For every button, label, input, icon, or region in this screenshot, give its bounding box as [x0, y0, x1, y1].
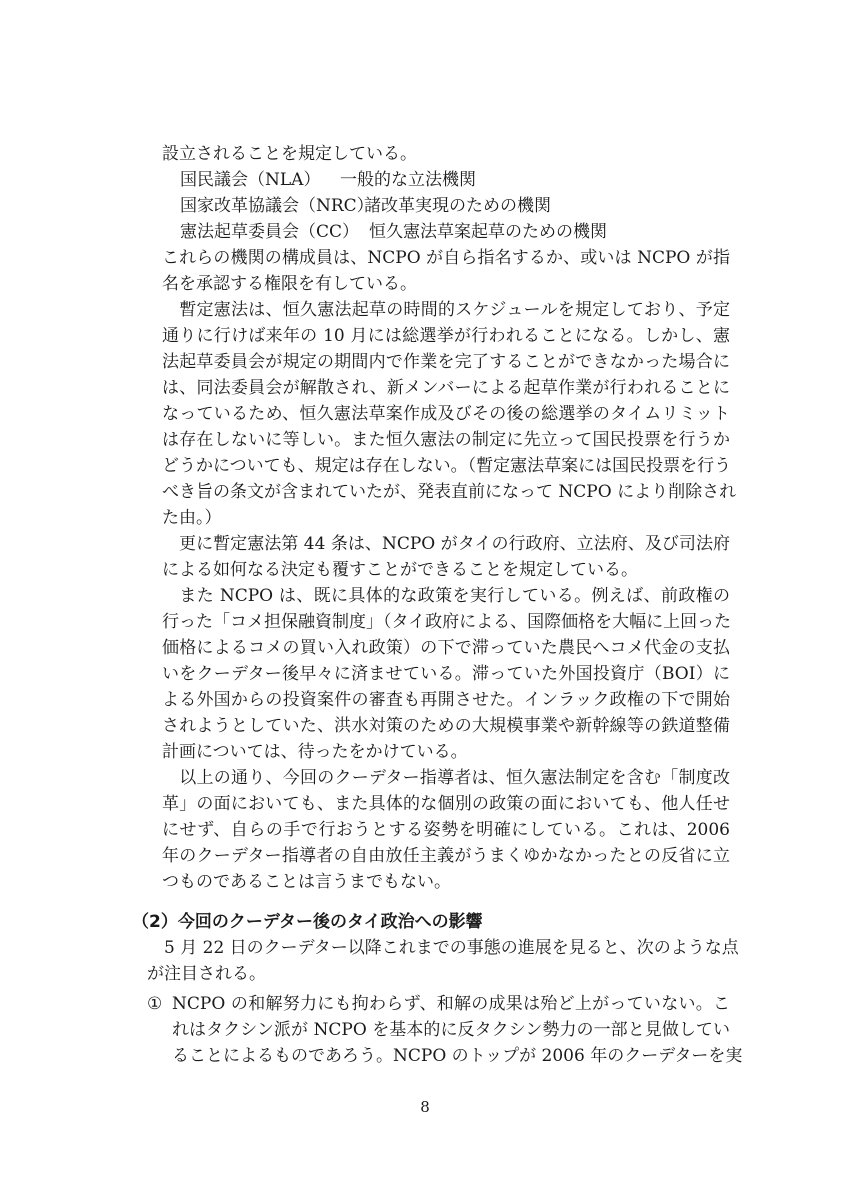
body-line: また NCPO は、既に具体的な政策を実行している。例えば、前政権の — [162, 586, 730, 606]
body-line: 年のクーデター指導者の自由放任主義がうまくゆかなかったとの反省に立 — [162, 846, 730, 866]
body-line: 通りに行けば来年の 10 月には総選挙が行われることになる。しかし、憲 — [162, 326, 730, 346]
institution-desc: 諸改革実現のための機関 — [364, 196, 551, 216]
body-line: 価格によるコメの買い入れ政策）の下で滞っていた農民へコメ代金の支払 — [162, 638, 730, 658]
body-line: よる外国からの投資案件の審査も再開させた。インラック政権の下で開始 — [162, 690, 730, 710]
body-line: は存在しないに等しい。また恒久憲法の制定に先立って国民投票を行うか — [162, 430, 730, 450]
institution-desc: 恒久憲法草案起草のための機関 — [369, 222, 607, 242]
body-line: た由。） — [162, 508, 222, 528]
institution-name: 憲法起草委員会（CC） — [180, 222, 360, 242]
body-line: 法起草委員会が規定の期間内で作業を完了することができなかった場合に — [162, 352, 730, 372]
institution-name: 国家改革協議会（NRC） — [180, 196, 374, 216]
body-line: が注目される。 — [147, 964, 266, 984]
body-line: にせず、自らの手で行おうとする姿勢を明確にしている。これは、2006 — [162, 820, 730, 840]
body-line: 計画については、待ったをかけている。 — [162, 742, 468, 762]
body-line: 設立されることを規定している。 — [162, 144, 417, 164]
page-number: 8 — [420, 1098, 430, 1116]
body-line: されようとしていた、洪水対策のための大規模事業や新幹線等の鉄道整備 — [162, 716, 730, 736]
body-line: べき旨の条文が含まれていたが、発表直前になって NCPO により削除され — [162, 482, 737, 502]
body-line: は、同法委員会が解散され、新メンバーによる起草作業が行われることに — [162, 378, 730, 398]
item-marker: ① — [147, 994, 163, 1014]
item-line: れはタクシン派が NCPO を基本的に反タクシン勢力の一部と見做してい — [172, 1020, 730, 1040]
body-line: どうかについても、規定は存在しない。（暫定憲法草案には国民投票を行う — [162, 456, 732, 476]
body-line: これらの機関の構成員は、NCPO が自ら指名するか、或いは NCPO が指 — [162, 248, 730, 268]
body-line: つものであることは言うまでもない。 — [162, 872, 451, 892]
item-line: ることによるものであろう。NCPO のトップが 2006 年のクーデターを実 — [172, 1046, 743, 1066]
body-line: 革」の面においても、また具体的な個別の政策の面においても、他人任せ — [162, 794, 730, 814]
body-line: なっているため、恒久憲法草案作成及びその後の総選挙のタイムリミット — [162, 404, 730, 424]
body-line: 以上の通り、今回のクーデター指導者は、恒久憲法制定を含む「制度改 — [162, 768, 730, 788]
body-line: による如何なる決定も覆すことができることを規定している。 — [162, 560, 638, 580]
institution-desc: 一般的な立法機関 — [340, 170, 476, 190]
institution-name: 国民議会（NLA） — [180, 170, 321, 190]
section-heading: （2）今回のクーデター後のタイ政治への影響 — [132, 912, 483, 932]
body-line: 更に暫定憲法第 44 条は、NCPO がタイの行政府、立法府、及び司法府 — [162, 534, 730, 554]
body-line: 行った「コメ担保融資制度」（タイ政府による、国際価格を大幅に上回った — [162, 612, 732, 632]
body-line: 5 月 22 日のクーデター以降これまでの事態の進展を見ると、次のような点 — [147, 938, 739, 958]
body-line: いをクーデター後早々に済ませている。滞っていた外国投資庁（BOI）に — [162, 664, 730, 684]
item-line: NCPO の和解努力にも拘わらず、和解の成果は殆ど上がっていない。こ — [172, 994, 730, 1014]
body-line: 名を承認する権限を有している。 — [162, 274, 417, 294]
body-line: 暫定憲法は、恒久憲法起草の時間的スケジュールを規定しており、予定 — [162, 300, 730, 320]
